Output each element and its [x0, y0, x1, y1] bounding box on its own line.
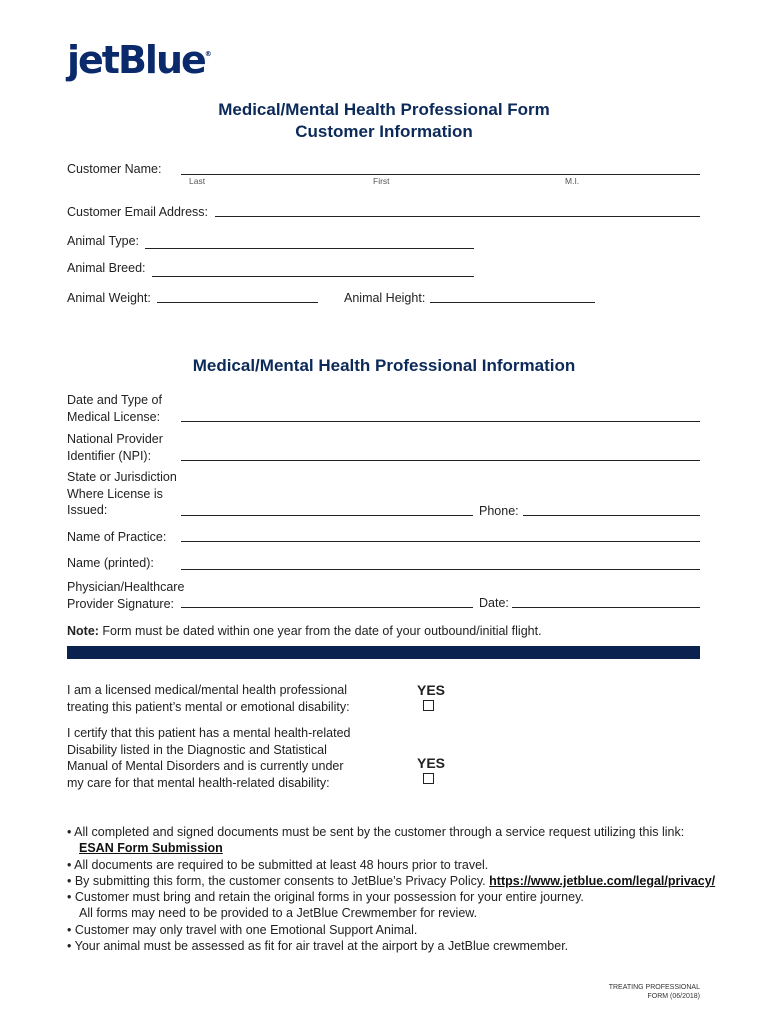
- animal-type-field[interactable]: [145, 248, 474, 249]
- logo-trademark: ®: [204, 50, 212, 58]
- customer-name-label: Customer Name:: [67, 162, 162, 176]
- date-field[interactable]: [512, 607, 700, 608]
- animal-height-field[interactable]: [430, 302, 595, 303]
- practice-label: Name of Practice:: [67, 530, 167, 544]
- state-label-line2: Where License is: [67, 486, 163, 501]
- form-title: Medical/Mental Health Professional Form: [218, 100, 550, 119]
- license-label: [67, 392, 162, 425]
- logo-text: jetBlue: [67, 38, 205, 82]
- note-body: Form must be dated within one year from the date of your outbound/initial flight.: [98, 624, 542, 638]
- form-subtitle: Customer Information: [295, 122, 473, 141]
- bullet-privacy-text: • By submitting this form, the customer consents to JetBlue’s Privacy Policy.: [67, 873, 490, 888]
- form-footer: [609, 983, 700, 1001]
- mi-sublabel: M.I.: [565, 176, 580, 186]
- customer-email-label: Customer Email Address:: [67, 205, 209, 219]
- phone-field[interactable]: [523, 515, 700, 516]
- jetblue-logo: [67, 38, 212, 82]
- first-sublabel: First: [373, 176, 390, 186]
- bullet-fit-for-travel: • Your animal must be assessed as fit for air travel at the airport by a JetBlue crewmember.: [67, 939, 569, 954]
- instructions-list: [67, 824, 727, 954]
- note-bold: Note:: [67, 624, 99, 638]
- state-label-line1: State or Jurisdiction: [67, 470, 177, 484]
- q2-yes-label: YES: [417, 755, 446, 771]
- customer-email-field[interactable]: [215, 216, 700, 217]
- q1-yes-checkbox[interactable]: [423, 700, 434, 711]
- signature-label: [67, 579, 184, 612]
- npi-field[interactable]: [181, 460, 700, 461]
- signature-label-line2: Provider Signature:: [67, 596, 175, 611]
- date-label: Date:: [479, 596, 509, 610]
- certify-q1-line2: treating this patient’s mental or emotional disability:: [67, 699, 350, 714]
- footer-line2: FORM (06/2018): [647, 993, 700, 1000]
- signature-label-line1: Physician/Healthcare: [67, 580, 185, 594]
- printed-name-field[interactable]: [181, 569, 700, 570]
- printed-name-label: Name (printed):: [67, 556, 154, 570]
- bullet-one-animal: • Customer may only travel with one Emotional Support Animal.: [67, 922, 418, 937]
- animal-breed-label: Animal Breed:: [67, 261, 146, 275]
- bullet-48-hours: • All documents are required to be submitted at least 48 hours prior to travel.: [67, 857, 489, 872]
- license-label-line1: Date and Type of: [67, 393, 162, 407]
- certify-q1-line1: I am a licensed medical/mental health professional: [67, 683, 348, 697]
- certify-question-1: [67, 682, 350, 715]
- animal-weight-label: Animal Weight:: [67, 291, 151, 305]
- last-sublabel: Last: [189, 176, 206, 186]
- professional-heading: Medical/Mental Health Professional Information: [192, 356, 576, 375]
- state-label: [67, 469, 177, 519]
- bullet-original-forms: • Customer must bring and retain the original forms in your possession for your entire journey.: [67, 890, 584, 905]
- privacy-policy-link[interactable]: https://www.jetblue.com/legal/privacy/: [489, 873, 716, 888]
- practice-field[interactable]: [181, 541, 700, 542]
- bullet-original-forms-cont: All forms may need to be provided to a JetBlue Crewmember for review.: [79, 906, 478, 921]
- certify-q2-line4: my care for that mental health-related disability:: [67, 775, 330, 790]
- certify-q2-line2: Disability listed in the Diagnostic and Statistical: [67, 742, 327, 757]
- note-text: [67, 623, 542, 640]
- state-label-line3: Issued:: [67, 503, 108, 517]
- license-label-line2: Medical License:: [67, 409, 161, 424]
- signature-field[interactable]: [181, 607, 473, 608]
- animal-weight-field[interactable]: [157, 302, 318, 303]
- license-field[interactable]: [181, 421, 700, 422]
- npi-label-line1: National Provider: [67, 432, 163, 446]
- certify-q2-line1: I certify that this patient has a mental health-related: [67, 726, 351, 740]
- phone-label: Phone:: [479, 504, 519, 518]
- customer-name-field[interactable]: [181, 174, 700, 175]
- bullet-privacy: [67, 873, 727, 889]
- q2-yes-checkbox[interactable]: [423, 773, 434, 784]
- state-field[interactable]: [181, 515, 473, 516]
- animal-type-label: Animal Type:: [67, 234, 140, 248]
- q1-yes-label: YES: [417, 682, 446, 698]
- certify-q2-line3: Manual of Mental Disorders and is currently under: [67, 759, 344, 773]
- animal-breed-field[interactable]: [152, 276, 474, 277]
- section-divider-bar: [67, 646, 700, 659]
- animal-height-label: Animal Height:: [344, 291, 426, 305]
- bullet-submission: • All completed and signed documents must be sent by the customer through a service request utilizing this link:: [67, 825, 685, 839]
- npi-label-line2: Identifier (NPI):: [67, 448, 152, 463]
- certify-question-2: [67, 725, 351, 791]
- npi-label: [67, 431, 163, 464]
- esan-form-link[interactable]: ESAN Form Submission: [79, 841, 223, 856]
- footer-line1: TREATING PROFESSIONAL: [608, 984, 700, 991]
